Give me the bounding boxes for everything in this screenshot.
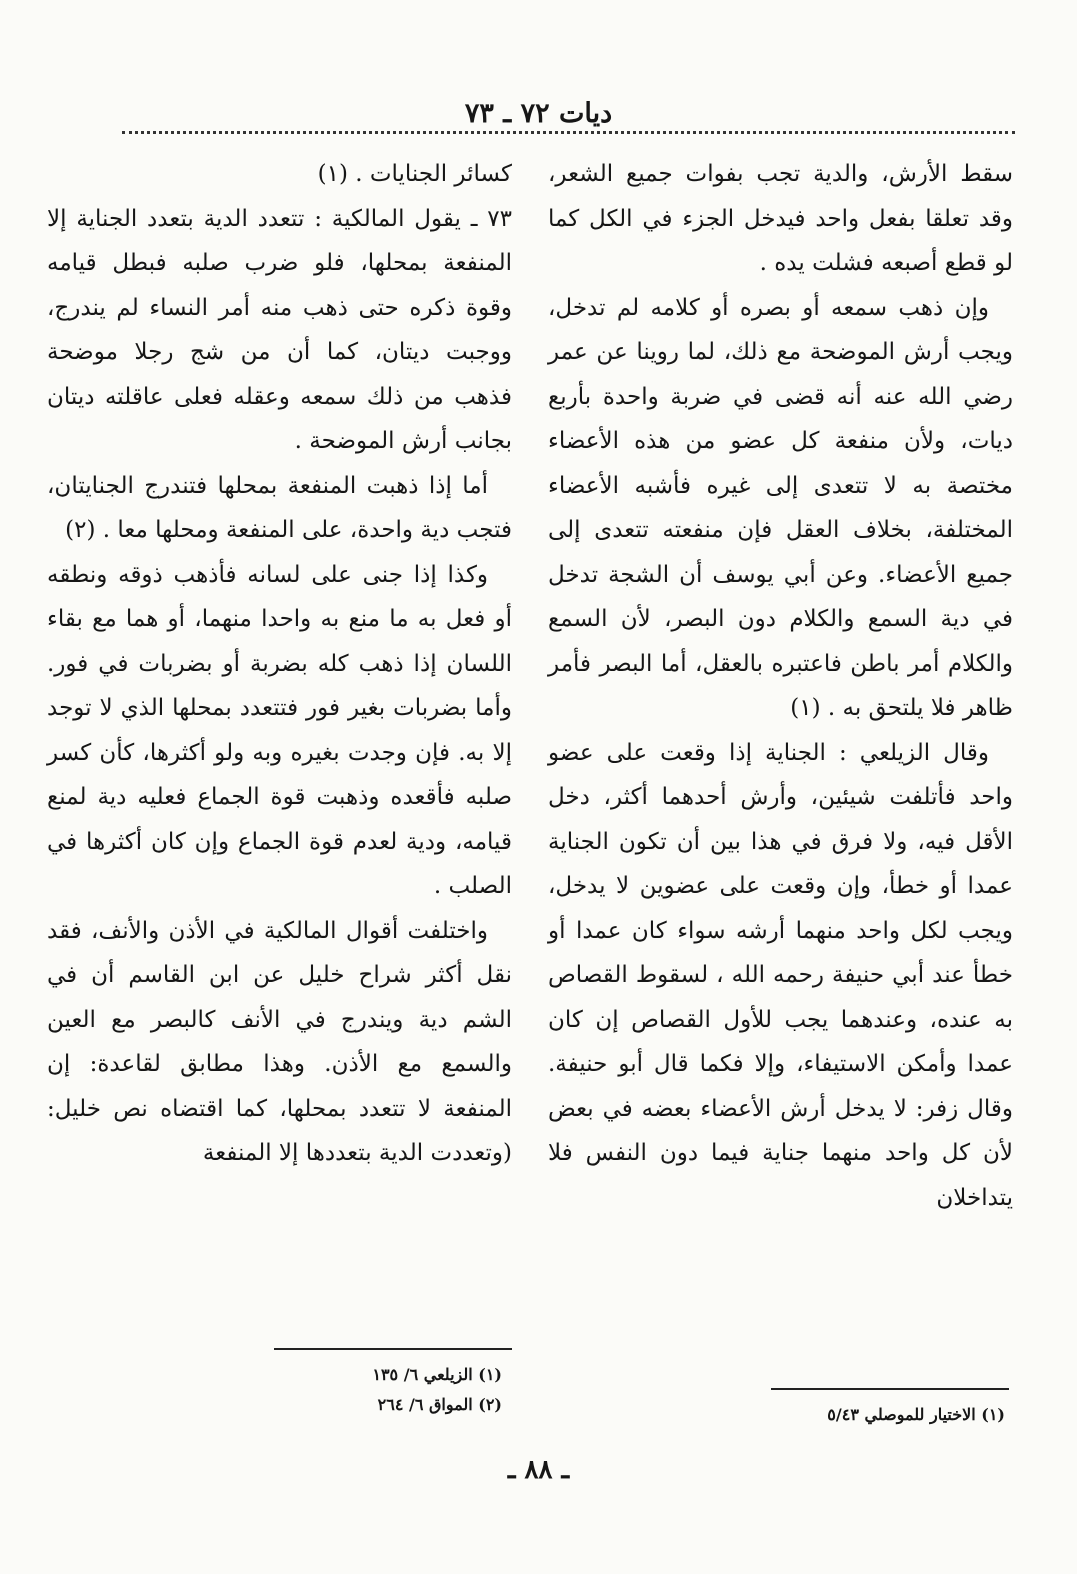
footnote-rule — [274, 1348, 512, 1350]
right-column — [548, 152, 1013, 1220]
paragraph: وكذا إذا جنى على لسانه فأذهب ذوقه ونطقه أو فعل به ما منع به واحدا منهما، أو هما مع بقاء اللسان إذا ذهب كله بضربة أو بضربات في فور. وأما بضربات بغير فور فتتعدد بمحلها الذي لا توجد إلا به. فإن وجدت بغيره وبه ولو أكثرها، كأن كسر صلبه فأقعده وذهبت قوة الجماع فعليه دية لمنع قيامه، ودية لعدم قوة الجماع وإن كان أكثرها في الصلب . — [47, 561, 512, 899]
left-column — [47, 152, 512, 1176]
footnote: (١) الزيلعي ٦/ ١٣٥ — [372, 1365, 502, 1384]
header-dotted-rule — [122, 131, 1015, 134]
footnote: (٢) المواق ٦/ ٢٦٤ — [377, 1395, 502, 1414]
paragraph: أما إذا ذهبت المنفعة بمحلها فتندرج الجنايتان، فتجب دية واحدة، على المنفعة ومحلها معا . (٢) — [47, 472, 512, 543]
left-footnotes — [372, 1360, 502, 1420]
running-header: ديات ٧٢ ـ ٧٣ — [464, 98, 613, 129]
paragraph: سقط الأرش، والدية تجب بفوات جميع الشعر، وقد تعلقا بفعل واحد فيدخل الجزء في الكل كما لو قطع أصبعه فشلت يده . — [548, 161, 1013, 276]
page-number: ـ ٨٨ ـ — [507, 1455, 570, 1485]
paragraph: واختلفت أقوال المالكية في الأذن والأنف، فقد نقل أكثر شراح خليل عن ابن القاسم أن في الشم دية ويندرج في الأنف كالبصر مع العين والسمع مع الأذن. وهذا مطابق لقاعدة: إن المنفعة لا تتعدد بمحلها، كما اقتضاه نص خليل: (وتعددت الدية بتعددها إلا المنفعة — [47, 917, 512, 1166]
footnote-rule — [771, 1388, 1009, 1390]
paragraph: وقال الزيلعي : الجناية إذا وقعت على عضو واحد فأتلفت شيئين، وأرش أحدهما أكثر، دخل الأقل فيه، ولا فرق في هذا بين أن تكون الجناية عمدا أو خطأ، وإن وقعت على عضوين لا يدخل، ويجب لكل واحد منهما أرشه سواء كان عمدا أو خطأ عند أبي حنيفة رحمه الله ، لسقوط القصاص به عنده، وعندهما يجب للأول القصاص إن كان عمدا وأمكن الاستيفاء، وإلا فكما قال أبو حنيفة. وقال زفر: لا يدخل أرش الأعضاء بعضه في بعض لأن كل واحد منهما جناية فيما دون النفس فلا يتداخلان — [548, 739, 1013, 1211]
paragraph: ٧٣ ـ يقول المالكية : تتعدد الدية بتعدد الجناية إلا المنفعة بمحلها، فلو ضرب صلبه فبطل قيامه وقوة ذكره حتى ذهب منه أمر النساء لم يندرج، ووجبت ديتان، كما أن من شج رجلا موضحة فذهب من ذلك سمعه وعقله فعلى عاقلته ديتان بجانب أرش الموضحة . — [47, 205, 512, 454]
right-footnotes — [827, 1400, 1005, 1430]
paragraph: كسائر الجنايات . (١) — [317, 161, 512, 187]
paragraph: وإن ذهب سمعه أو بصره أو كلامه لم تدخل، ويجب أرش الموضحة مع ذلك، لما روينا عن عمر رضي الله عنه أنه قضى في ضربة واحدة بأربع ديات، ولأن منفعة كل عضو من هذه الأعضاء مختصة به لا تتعدى إلى غيره فأشبه الأعضاء المختلفة، بخلاف العقل فإن منفعته تتعدى إلى جميع الأعضاء. وعن أبي يوسف أن الشجة تدخل في دية السمع والكلام دون البصر، لأن السمع والكلام أمر باطن فاعتبره بالعقل، أما البصر فأمر ظاهر فلا يلتحق به . (١) — [548, 294, 1013, 721]
footnote: (١) الاختيار للموصلي ٥/٤٣ — [827, 1405, 1005, 1424]
